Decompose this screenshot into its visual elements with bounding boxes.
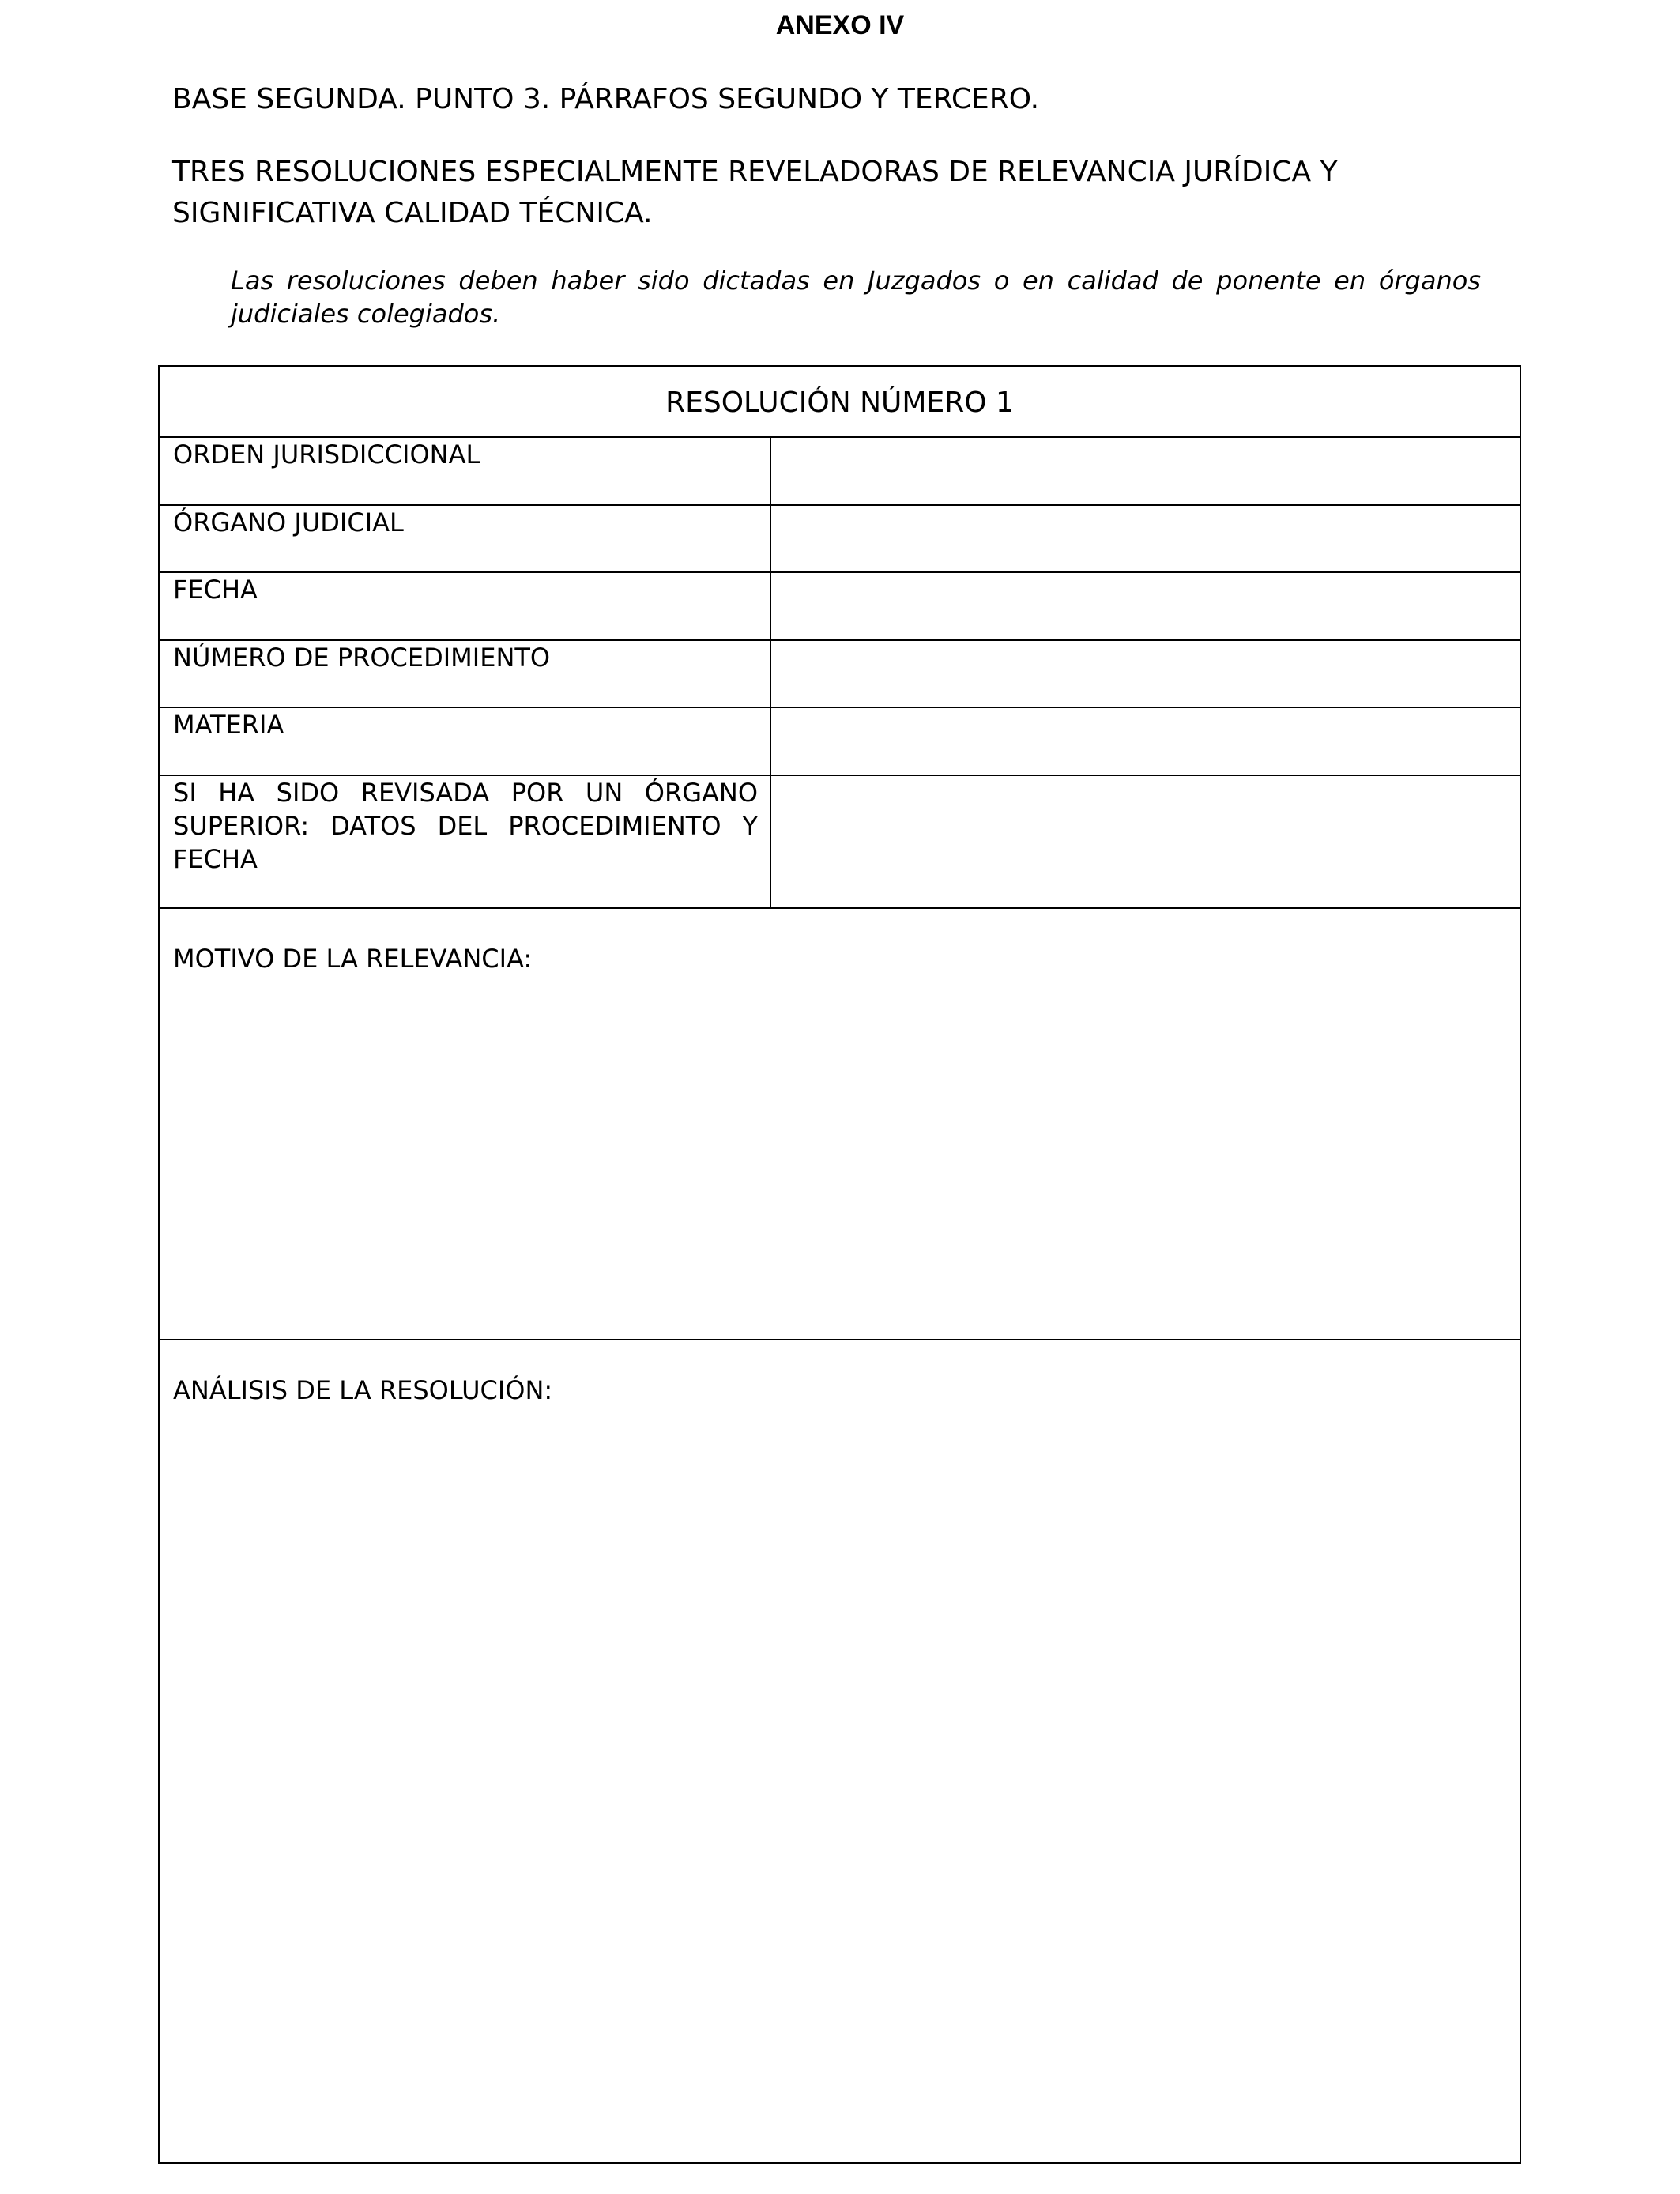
field-label-organo-judicial: ÓRGANO JUDICIAL — [173, 507, 404, 537]
resolutions-heading: TRES RESOLUCIONES ESPECIALMENTE REVELADORAS DE RELEVANCIA JURÍDICA Y SIGNIFICATIVA CALIDAD TÉCNICA. — [172, 156, 1338, 229]
resolution-title: RESOLUCIÓN NÚMERO 1 — [665, 386, 1014, 419]
row-divider — [160, 907, 1520, 909]
resolution-form — [158, 365, 1521, 2164]
row-divider — [160, 1339, 1520, 1340]
instructions-note: Las resoluciones deben haber sido dictadas en Juzgados o en calidad de ponente en órganos judiciales colegiados. — [231, 266, 1481, 329]
field-label-orden-jurisdiccional: ORDEN JURISDICCIONAL — [173, 439, 480, 469]
analysis-label: ANÁLISIS DE LA RESOLUCIÓN: — [173, 1375, 553, 1405]
relevance-label: MOTIVO DE LA RELEVANCIA: — [173, 944, 533, 974]
field-label-materia: MATERIA — [173, 710, 284, 740]
field-label-revision-superior: SI HA SIDO REVISADA POR UN ÓRGANO SUPERIOR: DATOS DEL PROCEDIMIENTO Y FECHA — [173, 778, 758, 874]
base-heading: BASE SEGUNDA. PUNTO 3. PÁRRAFOS SEGUNDO Y TERCERO. — [172, 83, 1040, 115]
column-divider — [770, 436, 771, 907]
annex-title: ANEXO IV — [775, 10, 905, 40]
field-label-numero-procedimiento: NÚMERO DE PROCEDIMIENTO — [173, 643, 551, 673]
field-label-fecha: FECHA — [173, 575, 258, 605]
